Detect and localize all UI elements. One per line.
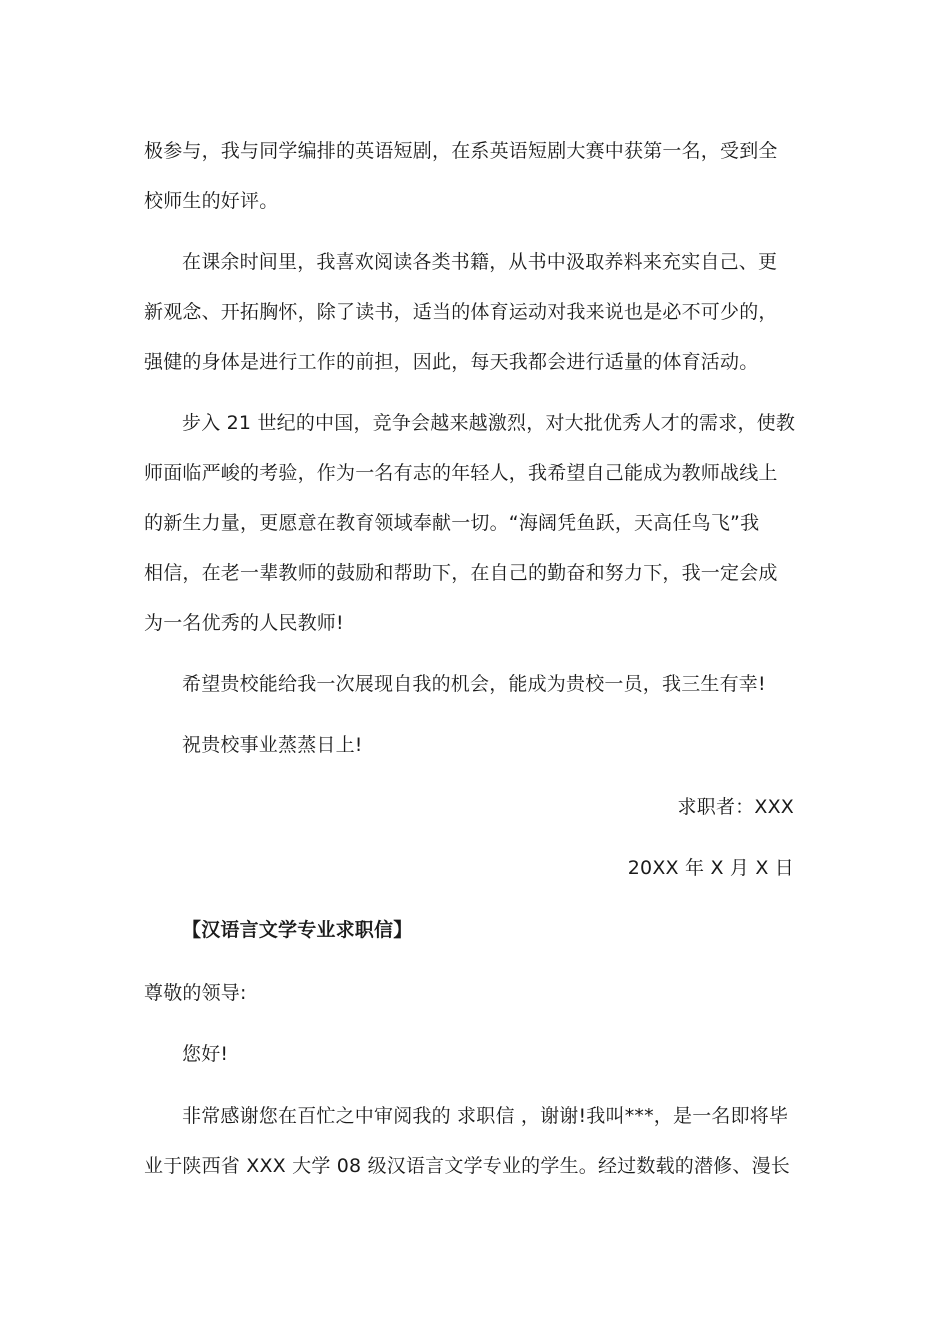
paragraph-line: 新观念、开拓胸怀，除了读书，适当的体育运动对我来说也是必不可少的， bbox=[144, 301, 778, 323]
salutation: 尊敬的领导: bbox=[144, 982, 247, 1004]
paragraph-line: 步入 21 世纪的中国，竞争会越来越激烈，对大批优秀人才的需求，使教 bbox=[182, 412, 796, 434]
paragraph-line: 相信，在老一辈教师的鼓励和帮助下，在自己的勤奋和努力下，我一定会成 bbox=[144, 562, 778, 584]
paragraph-line: 为一名优秀的人民教师! bbox=[144, 612, 344, 634]
paragraph-line: 业于陕西省 XXX 大学 08 级汉语言文学专业的学生。经过数载的潜修、漫长 bbox=[144, 1155, 790, 1177]
paragraph-line: 希望贵校能给我一次展现自我的机会，能成为贵校一员，我三生有幸! bbox=[182, 673, 766, 695]
paragraph-line: 的新生力量，更愿意在教育领域奉献一切。“海阔凭鱼跃，天高任鸟飞”我 bbox=[144, 512, 760, 534]
paragraph-line: 校师生的好评。 bbox=[144, 190, 279, 212]
paragraph-line: 师面临严峻的考验，作为一名有志的年轻人，我希望自己能成为教师战线上 bbox=[144, 462, 778, 484]
applicant-signature: 求职者：XXX bbox=[677, 796, 794, 818]
paragraph-line: 极参与，我与同学编排的英语短剧，在系英语短剧大赛中获第一名，受到全 bbox=[144, 140, 778, 162]
paragraph-line: 强健的身体是进行工作的前担，因此，每天我都会进行适量的体育活动。 bbox=[144, 351, 759, 373]
closing-wish: 祝贵校事业蒸蒸日上! bbox=[182, 734, 363, 756]
letter-date: 20XX 年 X 月 X 日 bbox=[627, 857, 794, 879]
paragraph-line: 在课余时间里，我喜欢阅读各类书籍，从书中汲取养料来充实自己、更 bbox=[182, 251, 778, 273]
section-title: 【汉语言文学专业求职信】 bbox=[182, 919, 413, 941]
greeting: 您好! bbox=[182, 1043, 229, 1065]
paragraph-line: 非常感谢您在百忙之中审阅我的 求职信 ，谢谢!我叫***，是一名即将毕 bbox=[182, 1105, 789, 1127]
